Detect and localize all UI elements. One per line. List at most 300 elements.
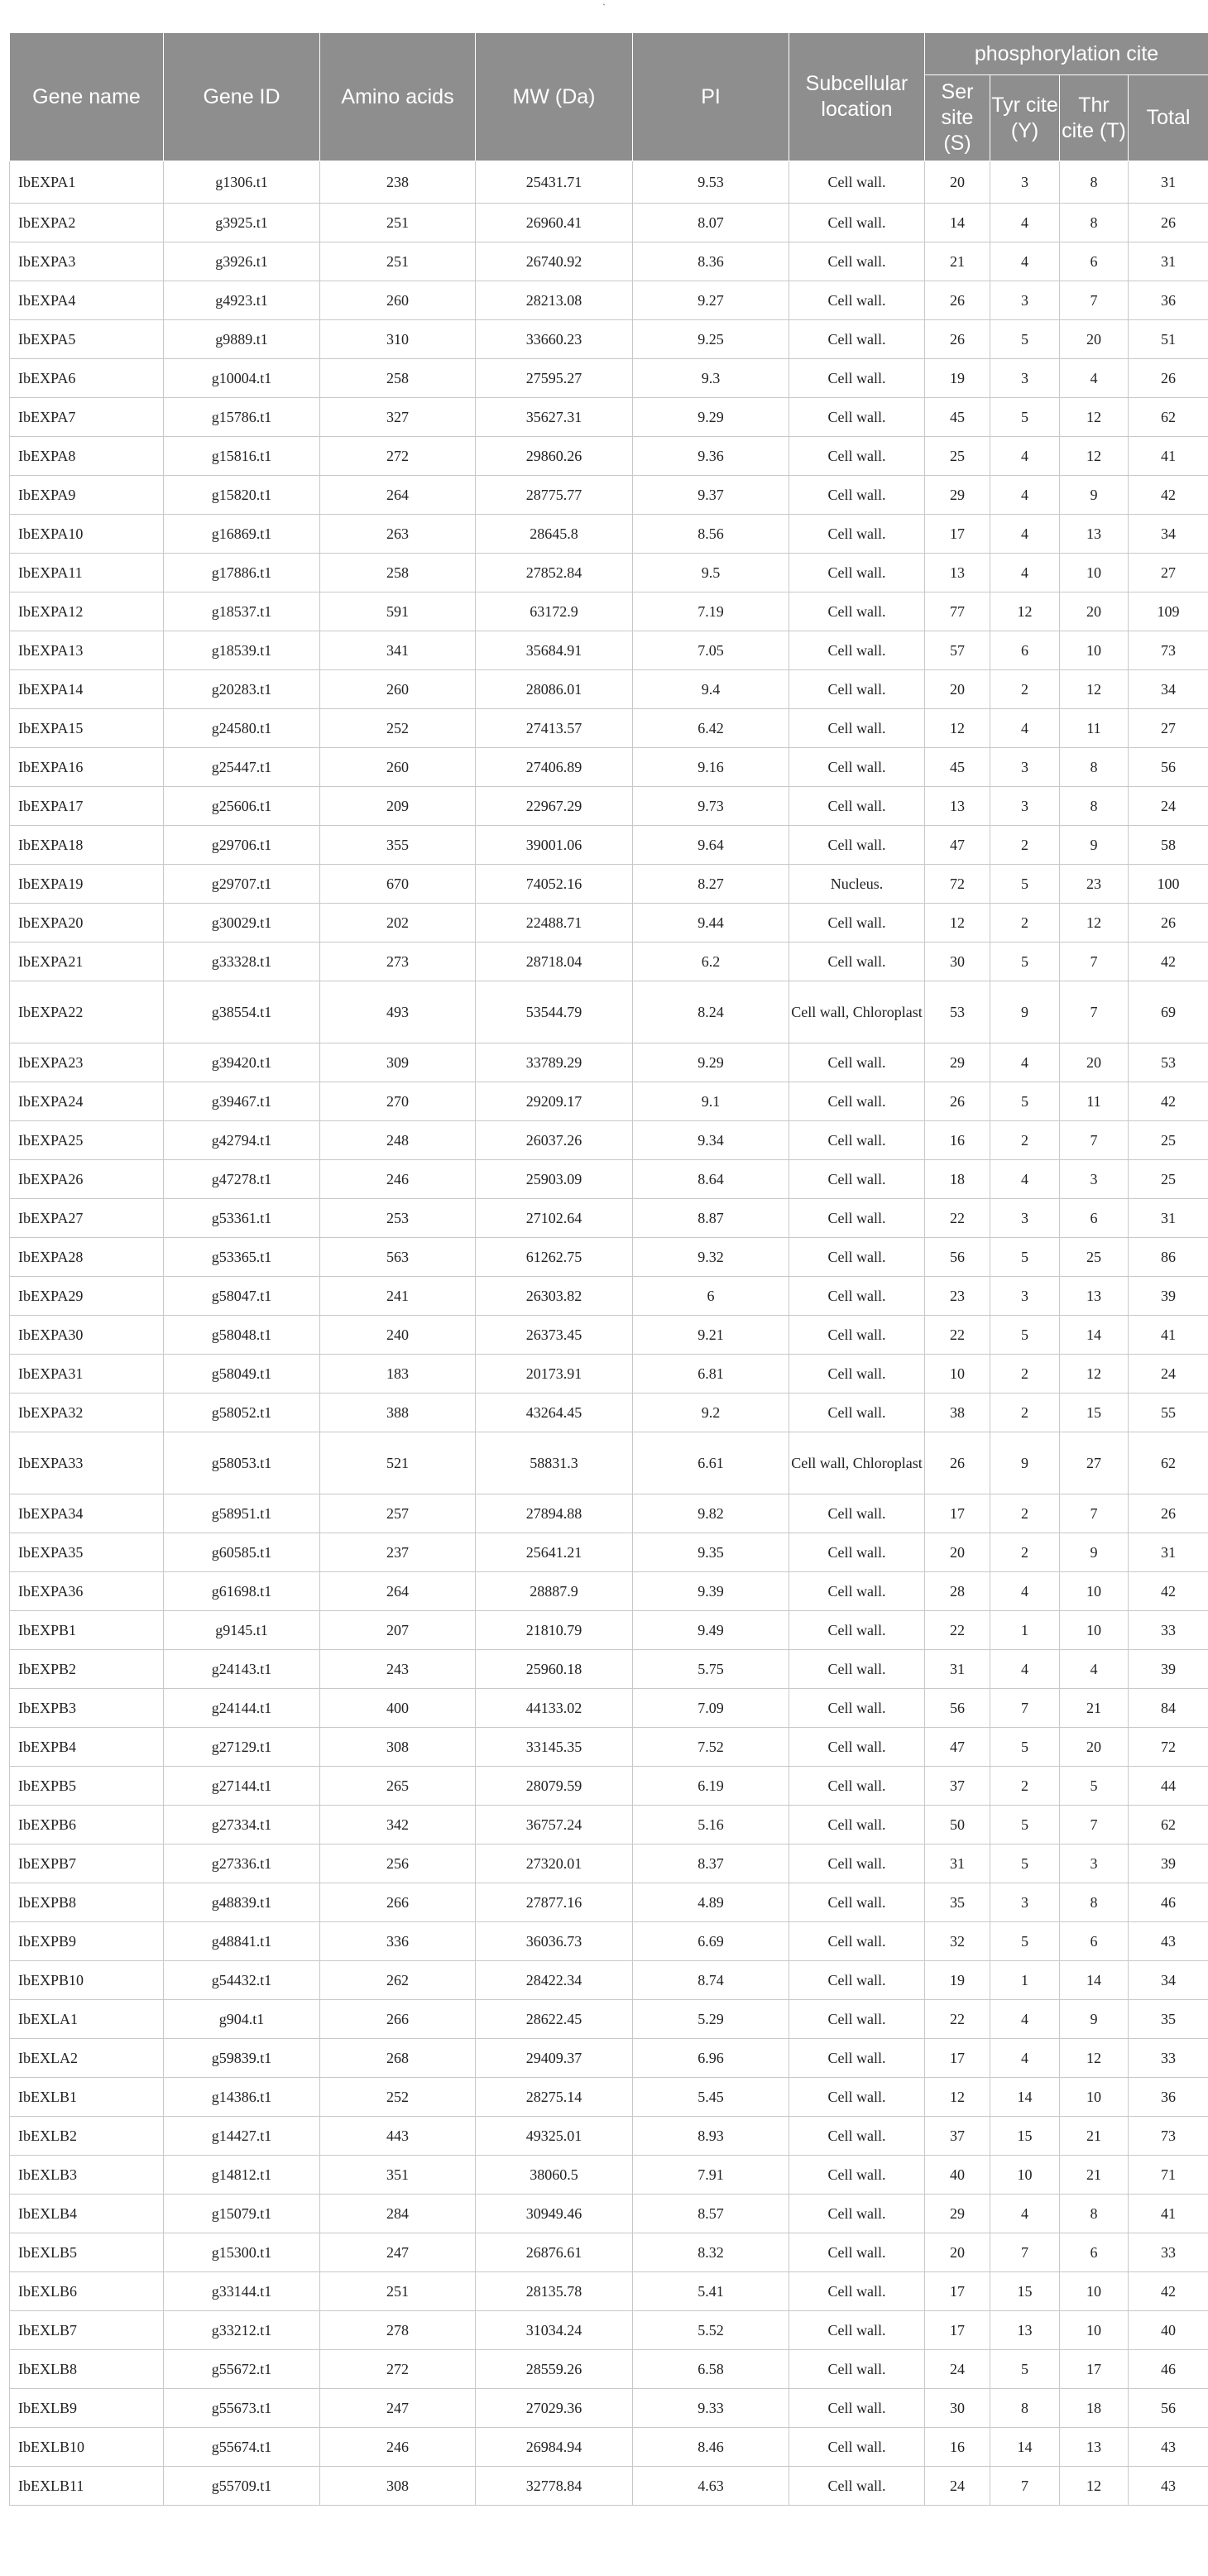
cell-thr-cite: 12 [1060,398,1129,437]
cell-ser-site: 23 [925,1277,990,1316]
cell-thr-cite: 7 [1060,1494,1129,1533]
cell-ser-site: 12 [925,709,990,748]
cell-subcellular-location: Cell wall. [789,1533,925,1572]
cell-gene-name: IbEXPA31 [10,1355,164,1394]
cell-ser-site: 24 [925,2467,990,2506]
cell-tyr-cite: 4 [990,2195,1060,2233]
cell-pi: 9.16 [633,748,789,787]
cell-mw: 29409.37 [476,2039,633,2078]
cell-thr-cite: 5 [1060,1767,1129,1806]
cell-tyr-cite: 4 [990,1572,1060,1611]
cell-tyr-cite: 14 [990,2078,1060,2117]
header-mw: MW (Da) [476,33,633,161]
cell-subcellular-location: Cell wall. [789,1277,925,1316]
cell-gene-id: g29706.t1 [164,826,320,865]
cell-thr-cite: 20 [1060,1043,1129,1082]
cell-subcellular-location: Cell wall. [789,943,925,981]
cell-gene-id: g27129.t1 [164,1728,320,1767]
cell-mw: 28275.14 [476,2078,633,2117]
cell-pi: 8.74 [633,1961,789,2000]
cell-total: 86 [1129,1238,1208,1277]
cell-ser-site: 14 [925,204,990,242]
cell-gene-name: IbEXPA17 [10,787,164,826]
cell-pi: 8.56 [633,515,789,554]
cell-tyr-cite: 8 [990,2389,1060,2428]
cell-ser-site: 19 [925,359,990,398]
cell-pi: 9.35 [633,1533,789,1572]
cell-tyr-cite: 3 [990,281,1060,320]
cell-gene-name: IbEXPB9 [10,1922,164,1961]
cell-subcellular-location: Cell wall. [789,242,925,281]
cell-gene-id: g24580.t1 [164,709,320,748]
table-row [10,2350,1208,2389]
cell-thr-cite: 8 [1060,1883,1129,1922]
cell-mw: 22967.29 [476,787,633,826]
cell-amino-acids: 670 [320,865,476,904]
cell-amino-acids: 257 [320,1494,476,1533]
table-row [10,2272,1208,2311]
cell-pi: 9.1 [633,1082,789,1121]
cell-gene-name: IbEXPA4 [10,281,164,320]
cell-amino-acids: 260 [320,748,476,787]
table-row [10,1728,1208,1767]
cell-amino-acids: 591 [320,592,476,631]
table-row [10,981,1208,1043]
cell-ser-site: 20 [925,161,990,204]
cell-gene-id: g16869.t1 [164,515,320,554]
cell-thr-cite: 13 [1060,515,1129,554]
cell-tyr-cite: 4 [990,1650,1060,1689]
cell-gene-id: g24144.t1 [164,1689,320,1728]
cell-gene-name: IbEXPA29 [10,1277,164,1316]
cell-pi: 8.32 [633,2233,789,2272]
cell-gene-id: g59839.t1 [164,2039,320,2078]
cell-gene-name: IbEXLA1 [10,2000,164,2039]
cell-total: 33 [1129,2233,1208,2272]
cell-ser-site: 24 [925,2350,990,2389]
cell-amino-acids: 265 [320,1767,476,1806]
table-row [10,281,1208,320]
cell-subcellular-location: Cell wall. [789,2467,925,2506]
table-row [10,865,1208,904]
cell-total: 100 [1129,865,1208,904]
cell-mw: 32778.84 [476,2467,633,2506]
cell-pi: 9.34 [633,1121,789,1160]
table-row [10,204,1208,242]
cell-thr-cite: 14 [1060,1316,1129,1355]
cell-subcellular-location: Cell wall. [789,2389,925,2428]
cell-gene-id: g42794.t1 [164,1121,320,1160]
cell-ser-site: 29 [925,476,990,515]
cell-tyr-cite: 15 [990,2117,1060,2156]
cell-gene-id: g3926.t1 [164,242,320,281]
cell-pi: 9.44 [633,904,789,943]
cell-mw: 29860.26 [476,437,633,476]
cell-pi: 5.75 [633,1650,789,1689]
cell-pi: 6.2 [633,943,789,981]
cell-total: 39 [1129,1844,1208,1883]
cell-gene-id: g53365.t1 [164,1238,320,1277]
cell-gene-name: IbEXPA25 [10,1121,164,1160]
cell-amino-acids: 388 [320,1394,476,1432]
cell-mw: 33789.29 [476,1043,633,1082]
cell-total: 26 [1129,204,1208,242]
cell-mw: 21810.79 [476,1611,633,1650]
cell-gene-id: g14427.t1 [164,2117,320,2156]
table-row [10,1355,1208,1394]
cell-ser-site: 56 [925,1689,990,1728]
cell-thr-cite: 9 [1060,1533,1129,1572]
cell-amino-acids: 309 [320,1043,476,1082]
cell-thr-cite: 23 [1060,865,1129,904]
cell-gene-name: IbEXPA2 [10,204,164,242]
cell-total: 71 [1129,2156,1208,2195]
table-row [10,826,1208,865]
cell-tyr-cite: 5 [990,1844,1060,1883]
cell-mw: 27595.27 [476,359,633,398]
cell-amino-acids: 268 [320,2039,476,2078]
cell-amino-acids: 237 [320,1533,476,1572]
cell-subcellular-location: Cell wall. [789,161,925,204]
cell-total: 24 [1129,1355,1208,1394]
cell-gene-name: IbEXPA23 [10,1043,164,1082]
cell-gene-name: IbEXPB4 [10,1728,164,1767]
header-phosphorylation-group: phosphorylation cite [925,33,1208,75]
table-row [10,787,1208,826]
cell-total: 56 [1129,2389,1208,2428]
cell-gene-id: g9145.t1 [164,1611,320,1650]
cell-gene-id: g18537.t1 [164,592,320,631]
cell-gene-id: g47278.t1 [164,1160,320,1199]
cell-gene-id: g904.t1 [164,2000,320,2039]
table-row [10,1844,1208,1883]
cell-ser-site: 30 [925,943,990,981]
cell-total: 56 [1129,748,1208,787]
cell-amino-acids: 251 [320,242,476,281]
cell-pi: 8.37 [633,1844,789,1883]
cell-ser-site: 35 [925,1883,990,1922]
cell-gene-id: g58047.t1 [164,1277,320,1316]
cell-tyr-cite: 4 [990,515,1060,554]
cell-pi: 9.82 [633,1494,789,1533]
cell-thr-cite: 4 [1060,359,1129,398]
cell-gene-name: IbEXPA19 [10,865,164,904]
cell-tyr-cite: 14 [990,2428,1060,2467]
cell-pi: 7.91 [633,2156,789,2195]
cell-gene-id: g27144.t1 [164,1767,320,1806]
cell-ser-site: 30 [925,2389,990,2428]
cell-pi: 5.29 [633,2000,789,2039]
cell-total: 109 [1129,592,1208,631]
cell-gene-name: IbEXLB7 [10,2311,164,2350]
table-row [10,1689,1208,1728]
cell-pi: 9.4 [633,670,789,709]
cell-gene-id: g54432.t1 [164,1961,320,2000]
cell-amino-acids: 183 [320,1355,476,1394]
cell-gene-id: g25447.t1 [164,748,320,787]
cell-amino-acids: 258 [320,359,476,398]
cell-total: 62 [1129,398,1208,437]
cell-total: 41 [1129,2195,1208,2233]
cell-tyr-cite: 9 [990,981,1060,1043]
cell-mw: 26984.94 [476,2428,633,2467]
cell-amino-acids: 240 [320,1316,476,1355]
cell-gene-id: g27336.t1 [164,1844,320,1883]
cell-gene-id: g27334.t1 [164,1806,320,1844]
cell-gene-id: g1306.t1 [164,161,320,204]
cell-gene-id: g39467.t1 [164,1082,320,1121]
cell-gene-id: g58052.t1 [164,1394,320,1432]
cell-subcellular-location: Cell wall. [789,1121,925,1160]
cell-pi: 8.07 [633,204,789,242]
cell-subcellular-location: Cell wall. [789,1767,925,1806]
table-row [10,1043,1208,1082]
cell-total: 42 [1129,1572,1208,1611]
cell-subcellular-location: Cell wall. [789,1082,925,1121]
cell-total: 33 [1129,1611,1208,1650]
cell-tyr-cite: 4 [990,2039,1060,2078]
cell-pi: 5.45 [633,2078,789,2117]
cell-total: 43 [1129,2428,1208,2467]
cell-mw: 25960.18 [476,1650,633,1689]
cell-pi: 9.73 [633,787,789,826]
cell-mw: 28718.04 [476,943,633,981]
cell-total: 24 [1129,787,1208,826]
cell-mw: 26960.41 [476,204,633,242]
cell-subcellular-location: Cell wall. [789,1961,925,2000]
cell-ser-site: 29 [925,2195,990,2233]
cell-gene-name: IbEXPA36 [10,1572,164,1611]
cell-subcellular-location: Cell wall. [789,1355,925,1394]
cell-gene-name: IbEXPA6 [10,359,164,398]
cell-gene-id: g55673.t1 [164,2389,320,2428]
cell-total: 33 [1129,2039,1208,2078]
cell-mw: 35627.31 [476,398,633,437]
cell-mw: 28079.59 [476,1767,633,1806]
cell-thr-cite: 20 [1060,1728,1129,1767]
cell-amino-acids: 247 [320,2233,476,2272]
cell-total: 51 [1129,320,1208,359]
header-thr-cite: Thr cite (T) [1060,75,1129,161]
cell-total: 27 [1129,709,1208,748]
cell-ser-site: 40 [925,2156,990,2195]
cell-pi: 6.96 [633,2039,789,2078]
cell-mw: 61262.75 [476,1238,633,1277]
cell-thr-cite: 8 [1060,161,1129,204]
cell-total: 36 [1129,2078,1208,2117]
cell-tyr-cite: 2 [990,1533,1060,1572]
cell-pi: 8.27 [633,865,789,904]
cell-tyr-cite: 1 [990,1961,1060,2000]
cell-subcellular-location: Cell wall. [789,2428,925,2467]
cell-mw: 36757.24 [476,1806,633,1844]
cell-mw: 49325.01 [476,2117,633,2156]
cell-thr-cite: 10 [1060,2078,1129,2117]
cell-subcellular-location: Cell wall. [789,1844,925,1883]
cell-mw: 27320.01 [476,1844,633,1883]
cell-total: 36 [1129,281,1208,320]
cell-tyr-cite: 2 [990,670,1060,709]
cell-thr-cite: 17 [1060,2350,1129,2389]
cell-total: 42 [1129,1082,1208,1121]
table-row [10,592,1208,631]
cell-gene-name: IbEXLB10 [10,2428,164,2467]
cell-amino-acids: 238 [320,161,476,204]
table-row [10,476,1208,515]
cell-tyr-cite: 6 [990,631,1060,670]
cell-total: 46 [1129,2350,1208,2389]
cell-total: 62 [1129,1432,1208,1494]
cell-gene-id: g18539.t1 [164,631,320,670]
cell-subcellular-location: Cell wall. [789,1611,925,1650]
cell-tyr-cite: 2 [990,1394,1060,1432]
cell-ser-site: 20 [925,1533,990,1572]
cell-total: 25 [1129,1160,1208,1199]
cell-total: 58 [1129,826,1208,865]
cell-subcellular-location: Cell wall. [789,476,925,515]
cell-total: 39 [1129,1277,1208,1316]
cell-amino-acids: 251 [320,2272,476,2311]
cell-tyr-cite: 4 [990,709,1060,748]
cell-amino-acids: 308 [320,1728,476,1767]
cell-amino-acids: 266 [320,1883,476,1922]
cell-tyr-cite: 5 [990,2350,1060,2389]
cell-subcellular-location: Cell wall. [789,2156,925,2195]
caption-mark: ` [602,2,606,13]
cell-ser-site: 29 [925,1043,990,1082]
cell-subcellular-location: Cell wall. [789,1728,925,1767]
cell-total: 31 [1129,242,1208,281]
cell-subcellular-location: Cell wall. [789,826,925,865]
cell-gene-id: g14812.t1 [164,2156,320,2195]
cell-gene-name: IbEXPA16 [10,748,164,787]
cell-thr-cite: 27 [1060,1432,1129,1494]
cell-mw: 28135.78 [476,2272,633,2311]
cell-gene-id: g15820.t1 [164,476,320,515]
cell-subcellular-location: Cell wall. [789,748,925,787]
cell-thr-cite: 12 [1060,670,1129,709]
cell-tyr-cite: 3 [990,1277,1060,1316]
table-row [10,320,1208,359]
cell-tyr-cite: 4 [990,204,1060,242]
table-row [10,2389,1208,2428]
cell-thr-cite: 3 [1060,1160,1129,1199]
cell-gene-id: g15786.t1 [164,398,320,437]
cell-tyr-cite: 2 [990,1355,1060,1394]
cell-tyr-cite: 3 [990,359,1060,398]
cell-thr-cite: 12 [1060,1355,1129,1394]
cell-mw: 30949.46 [476,2195,633,2233]
table-row [10,2156,1208,2195]
cell-total: 31 [1129,161,1208,204]
cell-mw: 27852.84 [476,554,633,592]
cell-mw: 22488.71 [476,904,633,943]
table-row [10,161,1208,204]
cell-mw: 29209.17 [476,1082,633,1121]
cell-tyr-cite: 13 [990,2311,1060,2350]
table-row [10,1806,1208,1844]
cell-ser-site: 10 [925,1355,990,1394]
cell-thr-cite: 21 [1060,1689,1129,1728]
table-row [10,1650,1208,1689]
table-row [10,554,1208,592]
cell-gene-name: IbEXPA20 [10,904,164,943]
cell-mw: 26303.82 [476,1277,633,1316]
cell-gene-id: g61698.t1 [164,1572,320,1611]
cell-ser-site: 37 [925,1767,990,1806]
cell-tyr-cite: 4 [990,242,1060,281]
cell-amino-acids: 341 [320,631,476,670]
cell-amino-acids: 246 [320,2428,476,2467]
cell-gene-id: g24143.t1 [164,1650,320,1689]
table-row [10,1494,1208,1533]
cell-gene-id: g25606.t1 [164,787,320,826]
cell-ser-site: 18 [925,1160,990,1199]
cell-subcellular-location: Cell wall, Chloroplast [789,1432,925,1494]
cell-total: 41 [1129,1316,1208,1355]
cell-total: 26 [1129,1494,1208,1533]
cell-ser-site: 31 [925,1844,990,1883]
cell-subcellular-location: Cell wall. [789,2195,925,2233]
cell-tyr-cite: 7 [990,1689,1060,1728]
cell-amino-acids: 272 [320,437,476,476]
table-row [10,2233,1208,2272]
cell-thr-cite: 14 [1060,1961,1129,2000]
table-row [10,2039,1208,2078]
cell-tyr-cite: 12 [990,592,1060,631]
cell-mw: 28213.08 [476,281,633,320]
cell-subcellular-location: Cell wall. [789,2233,925,2272]
cell-gene-id: g14386.t1 [164,2078,320,2117]
cell-total: 72 [1129,1728,1208,1767]
cell-pi: 9.29 [633,1043,789,1082]
cell-gene-id: g33328.t1 [164,943,320,981]
cell-mw: 26740.92 [476,242,633,281]
cell-ser-site: 38 [925,1394,990,1432]
cell-gene-name: IbEXPB10 [10,1961,164,2000]
header-pi: PI [633,33,789,161]
cell-ser-site: 17 [925,2272,990,2311]
cell-subcellular-location: Cell wall. [789,1160,925,1199]
cell-thr-cite: 9 [1060,826,1129,865]
cell-thr-cite: 6 [1060,1199,1129,1238]
cell-subcellular-location: Cell wall. [789,2311,925,2350]
cell-subcellular-location: Cell wall. [789,1394,925,1432]
cell-thr-cite: 8 [1060,787,1129,826]
cell-amino-acids: 266 [320,2000,476,2039]
cell-thr-cite: 7 [1060,1806,1129,1844]
cell-amino-acids: 262 [320,1961,476,2000]
cell-pi: 8.93 [633,2117,789,2156]
cell-mw: 28645.8 [476,515,633,554]
cell-gene-name: IbEXLB2 [10,2117,164,2156]
cell-total: 26 [1129,359,1208,398]
cell-gene-name: IbEXPA1 [10,161,164,204]
cell-mw: 27029.36 [476,2389,633,2428]
cell-ser-site: 16 [925,2428,990,2467]
cell-total: 43 [1129,2467,1208,2506]
table-body [10,161,1208,2506]
cell-thr-cite: 8 [1060,2195,1129,2233]
cell-total: 31 [1129,1533,1208,1572]
cell-amino-acids: 264 [320,1572,476,1611]
cell-pi: 6.81 [633,1355,789,1394]
table-row [10,359,1208,398]
cell-pi: 6.19 [633,1767,789,1806]
cell-tyr-cite: 3 [990,1199,1060,1238]
cell-gene-id: g20283.t1 [164,670,320,709]
cell-tyr-cite: 3 [990,1883,1060,1922]
